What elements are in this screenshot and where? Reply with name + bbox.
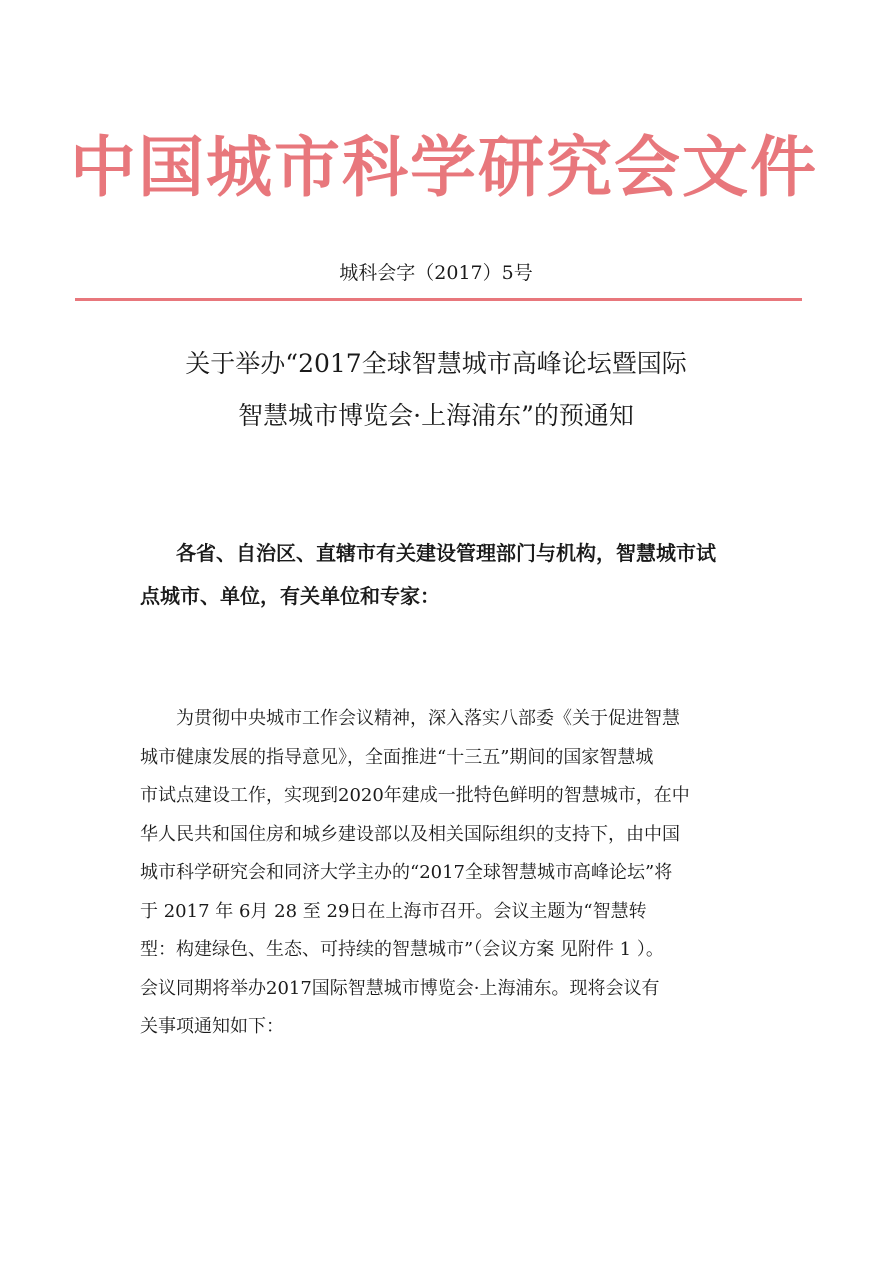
- salutation: [140, 532, 800, 618]
- body-line: 华人民共和国住房和城乡建设部以及相关国际组织的支持下，由中国: [140, 823, 680, 845]
- document-header-title: 中国城市科学研究会文件: [70, 128, 818, 206]
- body-line: 市试点建设工作，实现到2020年建成一批特色鲜明的智慧城市，在中: [140, 785, 690, 806]
- body-paragraph: [140, 700, 770, 1047]
- body-line: 关事项通知如下：: [140, 1016, 284, 1037]
- body-line: 于 2017 年 6月 28 至 29日在上海市召开。会议主题为“智慧转: [140, 900, 647, 922]
- body-line: 会议同期将举办2017国际智慧城市博览会·上海浦东。现将会议有: [140, 977, 660, 999]
- body-line: 城市健康发展的指导意见》，全面推进“十三五”期间的国家智慧城: [140, 746, 654, 768]
- body-line: 型：构建绿色、生态、可持续的智慧城市”（会议方案 见附件 1 ）。: [140, 939, 664, 960]
- body-line: 城市科学研究会和同济大学主办的“2017全球智慧城市高峰论坛”将: [140, 862, 673, 883]
- salutation-line-2: 点城市、单位，有关单位和专家：: [140, 584, 440, 608]
- red-separator-line: [75, 298, 802, 301]
- notice-title: [100, 338, 772, 442]
- notice-title-line-2: 智慧城市博览会·上海浦东”的预通知: [238, 401, 634, 430]
- notice-title-line-1: 关于举办“2017全球智慧城市高峰论坛暨国际: [185, 349, 687, 378]
- salutation-line-1: 各省、自治区、直辖市有关建设管理部门与机构，智慧城市试: [176, 541, 716, 565]
- document-number: 城科会字（2017）5号: [339, 262, 533, 284]
- body-line: 为贯彻中央城市工作会议精神，深入落实八部委《关于促进智慧: [176, 708, 680, 729]
